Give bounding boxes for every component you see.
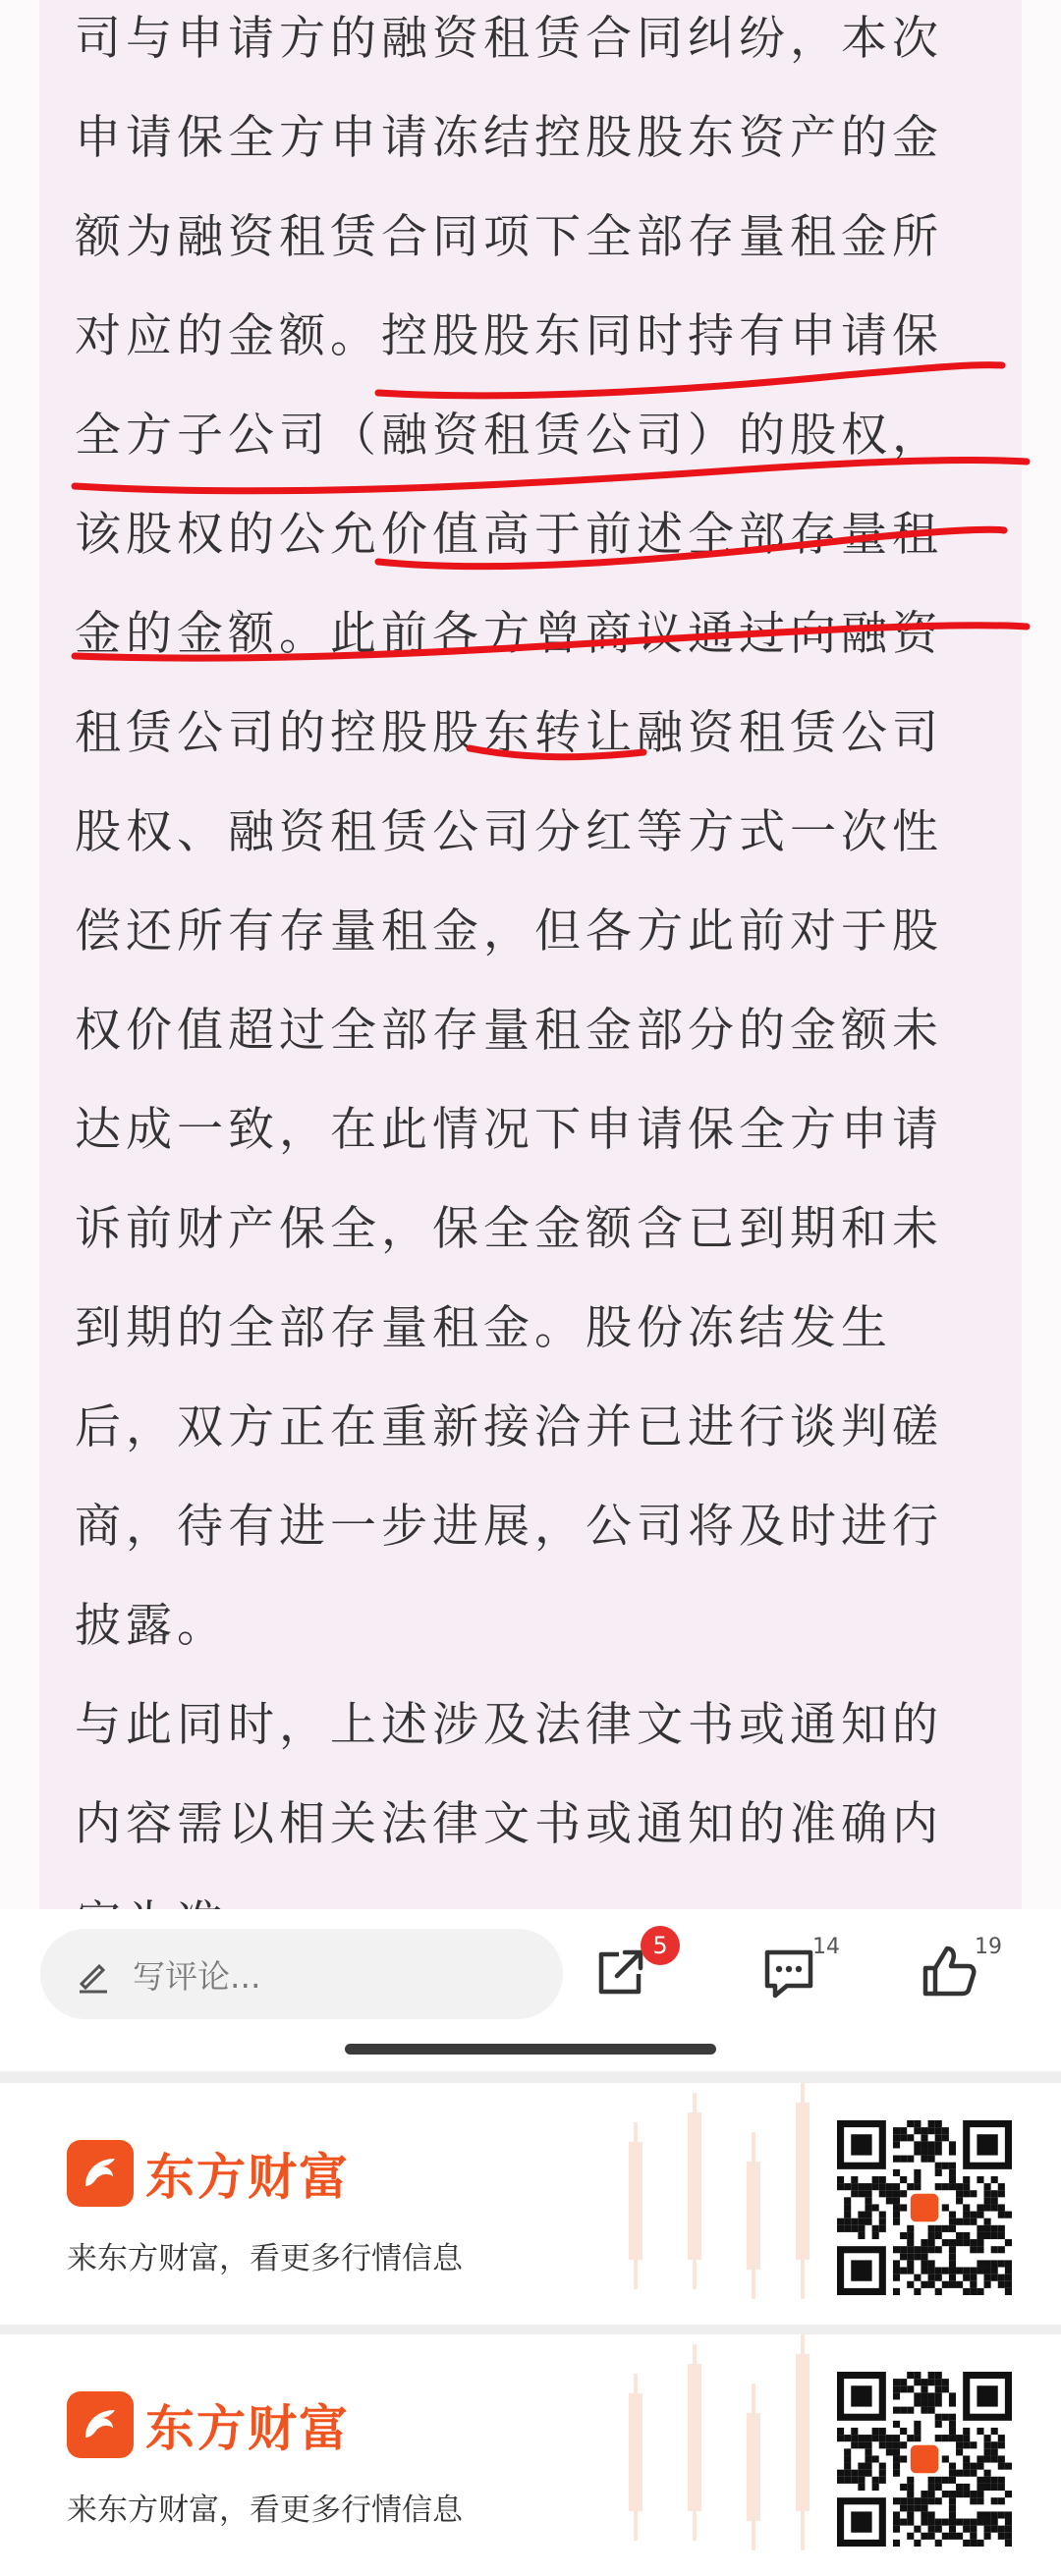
article-line: 达成一致，在此情况下申请保全方申请 [75, 1103, 943, 1157]
comment-icon [757, 1941, 820, 2003]
divider [0, 2071, 1061, 2083]
article-line: 租赁公司的控股股东转让融资租赁公司 [75, 706, 943, 760]
article-line: 股权、融资租赁公司分红等方式一次性 [75, 805, 943, 859]
article-line: 申请保全方申请冻结控股股东资产的金 [75, 111, 943, 165]
brand-name: 东方财富 [145, 2148, 350, 2206]
article-line: 后，双方正在重新接洽并已进行谈判磋 [75, 1400, 943, 1454]
article-line: 诉前财产保全，保全金额含已到期和未 [75, 1202, 943, 1256]
qr-code [837, 2372, 1012, 2547]
brand-name: 东方财富 [145, 2399, 350, 2457]
promo-tagline: 来东方财富，看更多行情信息 [67, 2493, 463, 2528]
article-line: 该股权的公允价值高于前述全部存量租 [75, 508, 943, 562]
qr-code [837, 2120, 1012, 2295]
thumbs-up-icon [918, 1941, 980, 2003]
article-line: 偿还所有存量租金，但各方此前对于股 [75, 904, 943, 959]
article-line: 额为融资租赁合同项下全部存量租金所 [75, 210, 943, 264]
article-line: 披露。 [75, 1599, 228, 1653]
promo-tagline: 来东方财富，看更多行情信息 [67, 2241, 463, 2276]
article-line: 权价值超过全部存量租金部分的金额未 [75, 1004, 943, 1058]
promo-card[interactable] [0, 2334, 1061, 2576]
logo-mark-icon [67, 2391, 134, 2458]
article-line: 全方子公司（融资租赁公司）的股权， [75, 409, 943, 463]
article-line: 与此同时，上述涉及法律文书或通知的 [75, 1698, 943, 1752]
brand-logo [67, 2389, 350, 2460]
article-line: 金的金额。此前各方曾商议通过向融资 [75, 607, 943, 661]
article-line: 司与申请方的融资租赁合同纠纷，本次 [75, 12, 943, 66]
brand-logo [67, 2138, 350, 2209]
comment-count: 14 [812, 1935, 840, 1959]
pen-icon [74, 1954, 113, 1994]
share-count-badge: 5 [641, 1926, 680, 1965]
article-line: 商，待有进一步进展，公司将及时进行 [75, 1500, 943, 1554]
write-comment-input[interactable] [40, 1929, 563, 2019]
article-line: 对应的金额。控股股东同时持有申请保 [75, 309, 943, 363]
home-indicator[interactable] [345, 2044, 716, 2055]
like-count: 19 [975, 1935, 1002, 1959]
article-line: 内容需以相关法律文书或通知的准确内 [75, 1797, 943, 1851]
article-line: 到期的全部存量租金。股份冻结发生 [75, 1301, 892, 1355]
comment-placeholder: 写评论... [133, 1956, 261, 1996]
promo-card[interactable] [0, 2083, 1061, 2325]
article-body [75, 0, 993, 1973]
logo-mark-icon [67, 2140, 134, 2207]
